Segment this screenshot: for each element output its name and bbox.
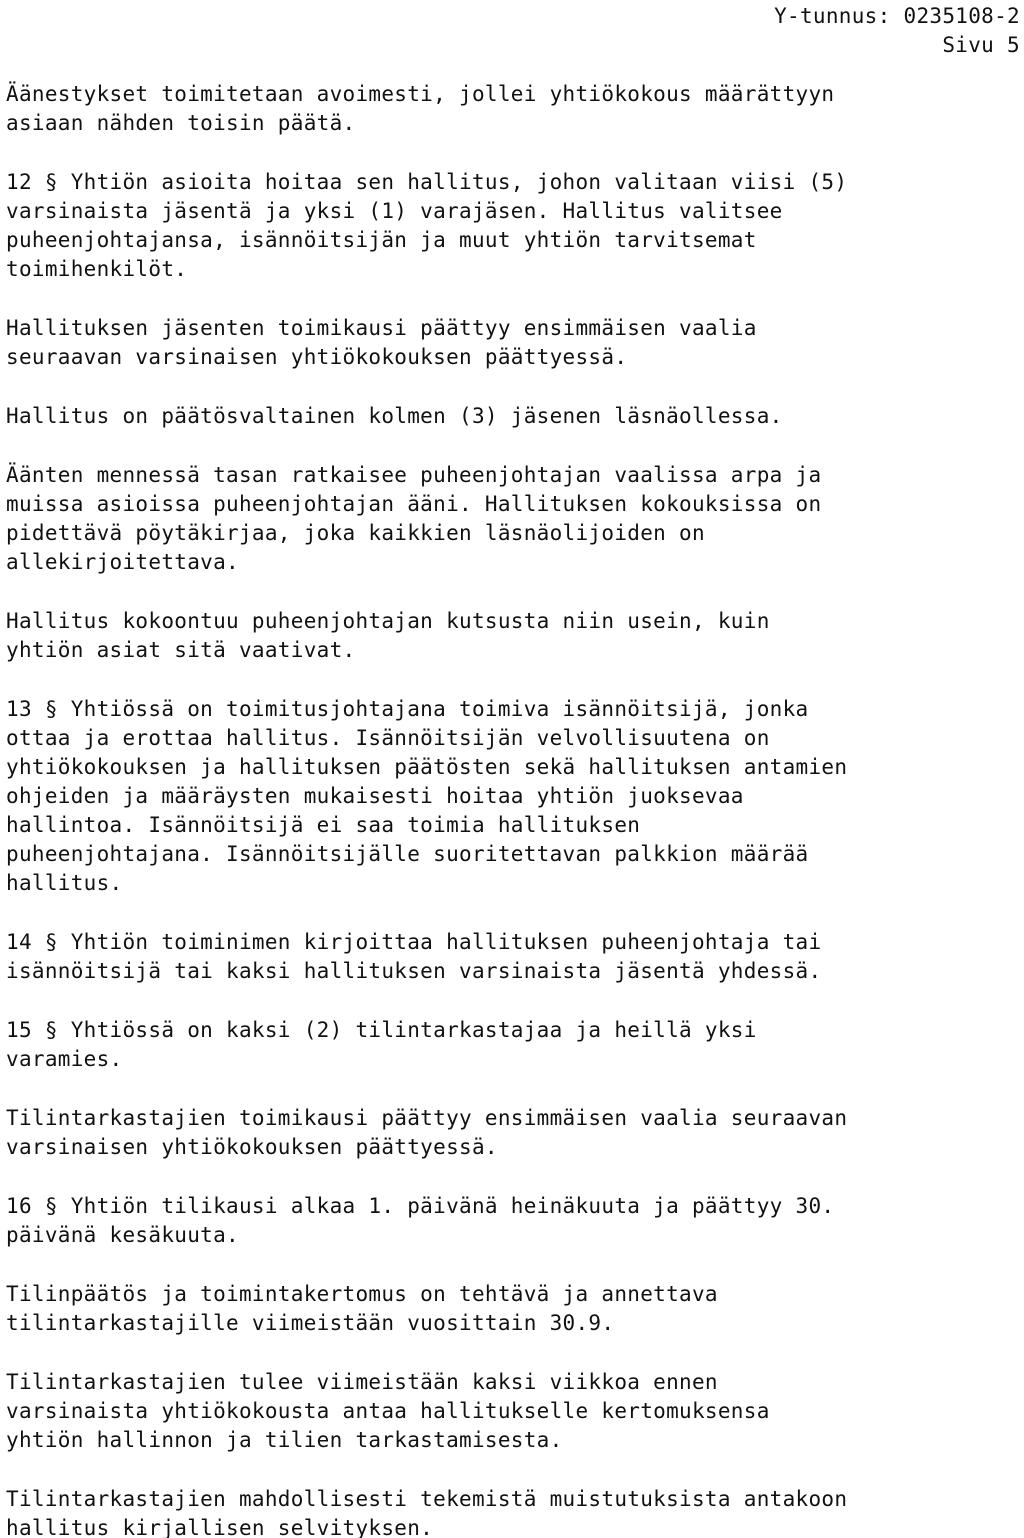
text-line: Hallituksen jäsenten toimikausi päättyy ensimmäisen vaalia [6,316,757,340]
text-line: isännöitsijä tai kaksi hallituksen varsinaista jäsentä yhdessä. [6,959,822,983]
business-id: Y-tunnus: 0235108-2 [774,4,1020,28]
text-line: yhtiön hallinnon ja tilien tarkastamisesta. [6,1428,563,1452]
text-line: yhtiön asiat sitä vaativat. [6,638,356,662]
text-line: hallitus kirjallisen selvityksen. [6,1516,434,1538]
text-line: puheenjohtajana. Isännöitsijälle suoritettavan palkkion määrää [6,842,809,866]
text-line: tilintarkastajille viimeistään vuosittain 30.9. [6,1311,615,1335]
text-line: 15 § Yhtiössä on kaksi (2) tilintarkastajaa ja heillä yksi [6,1018,757,1042]
page-header [774,2,1020,60]
text-line: pidettävä pöytäkirjaa, joka kaikkien läsnäolijoiden on [6,521,705,545]
text-line: asiaan nähden toisin päätä. [6,111,356,135]
paragraph [6,1368,1020,1455]
text-line: ottaa ja erottaa hallitus. Isännöitsijän velvollisuutena on [6,726,770,750]
text-line: varsinaista yhtiökokousta antaa hallitukselle kertomuksensa [6,1399,770,1423]
paragraph [6,1192,1020,1250]
text-line: ohjeiden ja määräysten mukaisesti hoitaa yhtiön juoksevaa [6,784,744,808]
paragraph [6,402,1020,431]
text-line: Hallitus kokoontuu puheenjohtajan kutsusta niin usein, kuin [6,609,770,633]
paragraph [6,314,1020,372]
text-line: 14 § Yhtiön toiminimen kirjoittaa hallituksen puheenjohtaja tai [6,930,822,954]
paragraph [6,1016,1020,1074]
paragraph [6,695,1020,898]
text-line: hallitus. [6,871,123,895]
text-line: Tilintarkastajien toimikausi päättyy ensimmäisen vaalia seuraavan [6,1106,848,1130]
text-line: hallintoa. Isännöitsijä ei saa toimia hallituksen [6,813,641,837]
paragraph [6,168,1020,284]
text-line: puheenjohtajansa, isännöitsijän ja muut yhtiön tarvitsemat [6,228,757,252]
text-line: Äänestykset toimitetaan avoimesti, jollei yhtiökokous määrättyyn [6,82,835,106]
paragraph [6,80,1020,138]
text-line: Hallitus on päätösvaltainen kolmen (3) jäsenen läsnäollessa. [6,404,783,428]
text-line: Äänten mennessä tasan ratkaisee puheenjohtajan vaalissa arpa ja [6,463,822,487]
paragraph [6,461,1020,577]
text-line: varsinaisen yhtiökokouksen päättyessä. [6,1135,498,1159]
document-body [6,80,1020,1538]
text-line: 13 § Yhtiössä on toimitusjohtajana toimiva isännöitsijä, jonka [6,697,809,721]
paragraph [6,607,1020,665]
text-line: 12 § Yhtiön asioita hoitaa sen hallitus, johon valitaan viisi (5) [6,170,848,194]
paragraph [6,1485,1020,1538]
paragraph [6,1104,1020,1162]
text-line: seuraavan varsinaisen yhtiökokouksen päättyessä. [6,345,628,369]
text-line: yhtiökokouksen ja hallituksen päätösten sekä hallituksen antamien [6,755,848,779]
paragraph [6,928,1020,986]
text-line: varsinaista jäsentä ja yksi (1) varajäsen. Hallitus valitsee [6,199,783,223]
text-line: allekirjoitettava. [6,550,239,574]
page-number: Sivu 5 [942,33,1020,57]
text-line: muissa asioissa puheenjohtajan ääni. Hallituksen kokouksissa on [6,492,822,516]
text-line: Tilintarkastajien mahdollisesti tekemistä muistutuksista antakoon [6,1487,848,1511]
text-line: Tilintarkastajien tulee viimeistään kaksi viikkoa ennen [6,1370,718,1394]
text-line: 16 § Yhtiön tilikausi alkaa 1. päivänä heinäkuuta ja päättyy 30. [6,1194,835,1218]
text-line: Tilinpäätös ja toimintakertomus on tehtävä ja annettava [6,1282,718,1306]
text-line: varamies. [6,1047,123,1071]
paragraph [6,1280,1020,1338]
text-line: toimihenkilöt. [6,257,188,281]
text-line: päivänä kesäkuuta. [6,1223,239,1247]
